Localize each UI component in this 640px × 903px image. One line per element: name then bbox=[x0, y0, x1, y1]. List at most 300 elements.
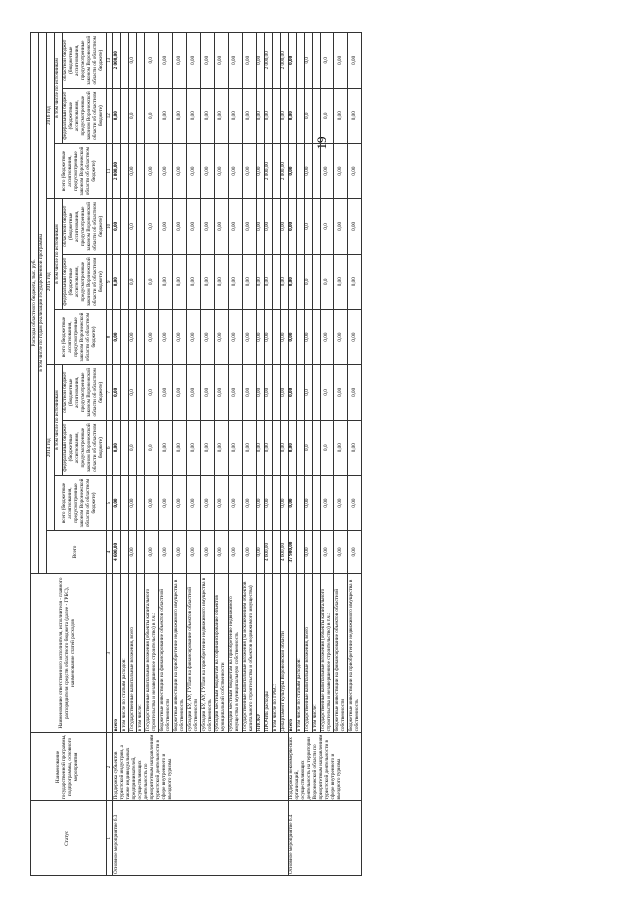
row-value-cell: 0,00 bbox=[288, 420, 296, 475]
row-value-cell: 0,0 bbox=[320, 88, 334, 143]
row-value-cell bbox=[121, 475, 129, 530]
row-value-cell bbox=[272, 309, 280, 364]
row-value-cell: 0,00 bbox=[214, 33, 228, 89]
row-value-cell bbox=[272, 254, 280, 309]
row-value-cell: 0,00 bbox=[187, 143, 201, 198]
row-value-cell bbox=[137, 420, 145, 475]
row-value-cell: 0,00 bbox=[228, 309, 242, 364]
row-value-cell: 0,00 bbox=[264, 309, 272, 364]
column-index-row bbox=[106, 33, 113, 876]
row-value-cell: 0,00 bbox=[173, 143, 187, 198]
row-value-cell: 0,00 bbox=[187, 33, 201, 89]
row-value-cell: 0,0 bbox=[129, 88, 137, 143]
row-value-cell: 0,00 bbox=[288, 199, 296, 254]
row-value-cell bbox=[137, 475, 145, 530]
row-value-cell: 0,0 bbox=[129, 254, 137, 309]
row-value-cell: 0,00 bbox=[145, 309, 159, 364]
row-value-cell: 0,00 bbox=[304, 309, 312, 364]
row-value-cell: 0,00 bbox=[145, 475, 159, 530]
row-value-cell: 0,00 bbox=[256, 309, 264, 364]
row-value-cell: 0,0 bbox=[145, 420, 159, 475]
row-value-cell: 0,00 bbox=[242, 33, 256, 89]
header-federal-2014: федеральный бюджет (бюджетные ассигнования, предусмотренные законом Воронежской области об областном бюджете) bbox=[62, 420, 106, 475]
header-incl-2015: в том числе по источникам bbox=[54, 199, 62, 310]
row-expense-label: Государственные капитальные вложения (объекты капитального строительства и незавершенное строительство) в т.ч.: bbox=[320, 573, 334, 733]
column-index: 6 bbox=[106, 420, 113, 475]
row-value-cell bbox=[137, 531, 145, 574]
row-value-cell: 0,00 bbox=[173, 365, 187, 420]
row-value-cell: 0,00 bbox=[320, 143, 334, 198]
row-expense-label: субсидии местным бюджетам на приобретение недвижимого имущества в муниципальную собственность bbox=[228, 573, 242, 733]
row-value-cell bbox=[272, 143, 280, 198]
row-expense-label: в том числе по статьям расходов: bbox=[121, 573, 129, 733]
row-value-cell: 0,00 bbox=[159, 420, 173, 475]
row-value-cell: 0,00 bbox=[334, 143, 348, 198]
row-value-cell: 0,00 bbox=[256, 531, 264, 574]
row-value-cell bbox=[312, 199, 320, 254]
row-value-cell bbox=[121, 199, 129, 254]
row-expense-label: в том числе по статьям расходов: bbox=[296, 573, 304, 733]
row-value-cell: 0,0 bbox=[145, 33, 159, 89]
row-value-cell: 0,00 bbox=[242, 254, 256, 309]
row-expense-label: НИОКР bbox=[256, 573, 264, 733]
row-expense-label: бюджетные инвестиции на финансирование объектов областной собственности bbox=[159, 573, 173, 733]
header-all-2015: всего (бюджетные ассигнования, предусмотренные законом Воронежской области об областном бюджете) bbox=[54, 309, 106, 364]
budget-table bbox=[30, 32, 362, 876]
row-value-cell: 0,00 bbox=[173, 420, 187, 475]
row-value-cell: 0,00 bbox=[320, 475, 334, 530]
row-value-cell: 0,0 bbox=[304, 365, 312, 420]
row-value-cell: 0,00 bbox=[334, 254, 348, 309]
row-value-cell: 0,00 bbox=[201, 33, 215, 89]
row-value-cell: 2 000,00 bbox=[280, 143, 288, 198]
row-value-cell: 0,00 bbox=[173, 199, 187, 254]
header-incl-2014: в том числе по источникам bbox=[54, 365, 62, 476]
row-value-cell: 0,00 bbox=[256, 475, 264, 530]
row-value-cell: 0,0 bbox=[320, 254, 334, 309]
row-value-cell: 0,0 bbox=[145, 365, 159, 420]
row-value-cell: 0,00 bbox=[129, 475, 137, 530]
row-value-cell bbox=[296, 199, 304, 254]
row-value-cell: 0,00 bbox=[242, 143, 256, 198]
column-index: 2 bbox=[106, 733, 113, 801]
row-value-cell: 0,00 bbox=[304, 143, 312, 198]
row-value-cell: 0,00 bbox=[280, 254, 288, 309]
row-expense-label: субсидии БУ, АУ, ГУПам на финансирование объектов областной собственности bbox=[187, 573, 201, 733]
column-index: 8 bbox=[106, 309, 113, 364]
row-value-cell: 0,00 bbox=[348, 420, 362, 475]
row-value-cell: 0,00 bbox=[113, 309, 121, 364]
row-value-cell bbox=[121, 309, 129, 364]
row-value-cell: 0,00 bbox=[264, 88, 272, 143]
column-index: 3 bbox=[106, 573, 113, 733]
row-value-cell: 0,00 bbox=[113, 199, 121, 254]
row-value-cell: 0,00 bbox=[288, 33, 296, 89]
row-value-cell bbox=[121, 365, 129, 420]
row-expense-label: бюджетные инвестиции на приобретение недвижимого имущества в собственность bbox=[348, 573, 362, 733]
row-value-cell bbox=[121, 88, 129, 143]
row-value-cell: 0,00 bbox=[129, 531, 137, 574]
header-regional-2014: областной бюджет (бюджетные ассигнования, предусмотренные законом Воронежской области об областном бюджете) bbox=[62, 365, 106, 420]
header-federal-2016: федеральный бюджет (бюджетные ассигнования, предусмотренные законом Воронежской области об областном бюджете) bbox=[62, 88, 106, 143]
row-value-cell: 0,00 bbox=[145, 143, 159, 198]
row-value-cell bbox=[272, 199, 280, 254]
row-value-cell: 0,00 bbox=[228, 199, 242, 254]
row-value-cell: 0,00 bbox=[228, 88, 242, 143]
row-value-cell bbox=[272, 33, 280, 89]
row-value-cell: 0,00 bbox=[159, 531, 173, 574]
column-index: 13 bbox=[106, 33, 113, 89]
row-value-cell: 0,00 bbox=[264, 199, 272, 254]
row-value-cell: 0,00 bbox=[214, 365, 228, 420]
row-expense-label: всего bbox=[113, 573, 121, 733]
row-value-cell: 0,00 bbox=[113, 365, 121, 420]
row-value-cell: 0,00 bbox=[159, 143, 173, 198]
row-value-cell: 0,0 bbox=[304, 420, 312, 475]
row-value-cell bbox=[272, 531, 280, 574]
row-value-cell: 0,00 bbox=[256, 143, 264, 198]
row-value-cell bbox=[312, 88, 320, 143]
row-value-cell: 0,00 bbox=[256, 88, 264, 143]
row-value-cell: 0,0 bbox=[320, 199, 334, 254]
row-value-cell: 0,00 bbox=[113, 475, 121, 530]
row-value-cell bbox=[137, 309, 145, 364]
row-value-cell: 0,00 bbox=[214, 88, 228, 143]
row-value-cell: 0,00 bbox=[187, 199, 201, 254]
row-value-cell: 0,00 bbox=[187, 254, 201, 309]
row-value-cell bbox=[137, 254, 145, 309]
row-value-cell: 0,00 bbox=[129, 143, 137, 198]
row-value-cell: 0,00 bbox=[348, 475, 362, 530]
row-value-cell: 0,00 bbox=[201, 254, 215, 309]
row-value-cell: 0,0 bbox=[145, 199, 159, 254]
row-value-cell bbox=[121, 531, 129, 574]
row-value-cell: 0,00 bbox=[228, 420, 242, 475]
header-federal-2015: федеральный бюджет (бюджетные ассигнования, предусмотренные законом Воронежской области об областном бюджете) bbox=[62, 254, 106, 309]
row-value-cell: 0,0 bbox=[320, 33, 334, 89]
row-value-cell: 0,00 bbox=[288, 475, 296, 530]
row-value-cell: 0,00 bbox=[113, 420, 121, 475]
row-value-cell: 0,00 bbox=[187, 309, 201, 364]
row-value-cell: 0,00 bbox=[201, 309, 215, 364]
column-index: 7 bbox=[106, 365, 113, 420]
row-value-cell bbox=[272, 365, 280, 420]
row-value-cell: 4 600,00 bbox=[264, 531, 272, 574]
row-value-cell: 0,00 bbox=[334, 531, 348, 574]
row-value-cell: 0,00 bbox=[348, 365, 362, 420]
row-value-cell: 0,00 bbox=[242, 475, 256, 530]
row-value-cell: 0,00 bbox=[187, 365, 201, 420]
row-value-cell: 0,00 bbox=[280, 475, 288, 530]
row-value-cell: 0,00 bbox=[173, 254, 187, 309]
row-value-cell: 0,00 bbox=[187, 420, 201, 475]
row-value-cell: 4 600,00 bbox=[280, 531, 288, 574]
row-value-cell: 0,00 bbox=[320, 309, 334, 364]
row-value-cell: 37 900,00 bbox=[288, 531, 296, 574]
row-value-cell: 0,00 bbox=[304, 531, 312, 574]
row-value-cell: 0,00 bbox=[256, 365, 264, 420]
row-value-cell: 0,00 bbox=[187, 475, 201, 530]
row-value-cell bbox=[121, 143, 129, 198]
header-year-2015: 2015 год bbox=[46, 199, 54, 365]
row-value-cell: 0,00 bbox=[201, 88, 215, 143]
header-year-2016: 2016 год bbox=[46, 33, 54, 199]
row-value-cell: 0,00 bbox=[256, 33, 264, 89]
row-value-cell: 0,00 bbox=[228, 531, 242, 574]
row-expense-label: в том числе: bbox=[137, 573, 145, 733]
row-value-cell: 0,00 bbox=[214, 254, 228, 309]
row-value-cell: 0,00 bbox=[242, 531, 256, 574]
row-expense-label: бюджетные инвестиции на приобретение недвижимого имущества в собственность bbox=[173, 573, 187, 733]
column-index: 10 bbox=[106, 199, 113, 254]
rotated-table-wrapper bbox=[30, 32, 626, 876]
table-body bbox=[113, 33, 362, 876]
row-value-cell: 0,00 bbox=[334, 420, 348, 475]
row-expense-label: Государственные капитальные вложения, всего bbox=[129, 573, 137, 733]
row-value-cell: 0,00 bbox=[334, 199, 348, 254]
row-value-cell bbox=[121, 254, 129, 309]
row-value-cell: 0,00 bbox=[242, 199, 256, 254]
row-value-cell: 0,00 bbox=[201, 531, 215, 574]
row-value-cell: 0,00 bbox=[173, 88, 187, 143]
row-value-cell: 0,00 bbox=[348, 254, 362, 309]
row-value-cell: 0,00 bbox=[334, 309, 348, 364]
row-value-cell: 2 000,00 bbox=[264, 143, 272, 198]
header-executor: Наименование ответственного исполнителя, исполнителя - главного распорядителя средств областного бюджета (далее - ГРБС), наименование статей расходов bbox=[31, 573, 107, 733]
row-expense-label: субсидии БУ, АУ, ГУПам на приобретение недвижимого имущества в собственность bbox=[201, 573, 215, 733]
column-index: 4 bbox=[106, 531, 113, 574]
page-number: 19 bbox=[314, 136, 329, 150]
row-value-cell: 0,00 bbox=[256, 254, 264, 309]
row-expense-label: всего bbox=[288, 573, 296, 733]
header-all-2014: всего (бюджетные ассигнования, предусмотренные законом Воронежской области об областном бюджете) bbox=[54, 475, 106, 530]
row-value-cell: 0,0 bbox=[129, 33, 137, 89]
row-value-cell bbox=[312, 309, 320, 364]
row-value-cell: 0,0 bbox=[129, 420, 137, 475]
row-expense-label: в том числе по ГРБС: bbox=[272, 573, 280, 733]
row-value-cell bbox=[121, 420, 129, 475]
row-value-cell: 0,00 bbox=[113, 254, 121, 309]
header-status: Статус bbox=[31, 801, 107, 876]
row-value-cell: 0,00 bbox=[214, 199, 228, 254]
row-value-cell: 0,00 bbox=[288, 309, 296, 364]
row-value-cell bbox=[296, 33, 304, 89]
row-value-cell: 0,00 bbox=[201, 365, 215, 420]
row-value-cell: 0,00 bbox=[214, 531, 228, 574]
row-value-cell: 0,00 bbox=[348, 143, 362, 198]
row-value-cell bbox=[272, 420, 280, 475]
row-value-cell: 0,00 bbox=[256, 199, 264, 254]
row-value-cell: 0,00 bbox=[228, 475, 242, 530]
row-value-cell: 0,00 bbox=[173, 531, 187, 574]
table-row bbox=[113, 33, 121, 876]
row-value-cell: 0,00 bbox=[159, 254, 173, 309]
row-value-cell: 0,00 bbox=[348, 33, 362, 89]
row-expense-label: Департамент культуры Воронежской области bbox=[280, 573, 288, 733]
row-value-cell: 0,00 bbox=[173, 475, 187, 530]
row-value-cell bbox=[296, 143, 304, 198]
row-value-cell: 0,00 bbox=[280, 420, 288, 475]
row-value-cell bbox=[312, 254, 320, 309]
row-value-cell: 0,00 bbox=[228, 365, 242, 420]
row-value-cell: 0,0 bbox=[145, 88, 159, 143]
row-value-cell: 0,00 bbox=[228, 254, 242, 309]
column-index: 1 bbox=[106, 801, 113, 876]
header-name: Наименование государственной программы, подпрограммы, основного мероприятия bbox=[31, 733, 107, 801]
row-value-cell: 0,00 bbox=[201, 143, 215, 198]
row-expense-label: Государственные капитальные вложения (за исключением объектов капитального строительства и объектов недвижимого имущества) bbox=[242, 573, 256, 733]
row-value-cell: 0,00 bbox=[348, 88, 362, 143]
row-value-cell: 0,00 bbox=[348, 199, 362, 254]
row-value-cell: 2 000,00 bbox=[113, 143, 121, 198]
row-value-cell bbox=[296, 88, 304, 143]
row-value-cell: 0,00 bbox=[159, 309, 173, 364]
header-expenses: Расходы областного бюджета, тыс. руб. bbox=[31, 33, 39, 574]
row-value-cell: 0,00 bbox=[288, 365, 296, 420]
row-status: Основное мероприятие 6.4 bbox=[288, 801, 362, 876]
row-value-cell: 0,00 bbox=[288, 254, 296, 309]
row-value-cell: 0,00 bbox=[242, 88, 256, 143]
header-incl-2016: в том числе по источникам bbox=[54, 33, 62, 144]
row-value-cell: 0,00 bbox=[264, 475, 272, 530]
row-value-cell: 0,00 bbox=[159, 88, 173, 143]
row-value-cell: 0,00 bbox=[334, 33, 348, 89]
row-value-cell bbox=[312, 365, 320, 420]
row-value-cell: 0,00 bbox=[159, 365, 173, 420]
row-value-cell bbox=[312, 531, 320, 574]
row-value-cell bbox=[296, 254, 304, 309]
row-value-cell bbox=[272, 475, 280, 530]
row-expense-label: в том числе: bbox=[312, 573, 320, 733]
header-expenses-sub: в том числе по годам реализации государственной программы bbox=[38, 33, 46, 574]
row-value-cell bbox=[137, 365, 145, 420]
column-index: 11 bbox=[106, 143, 113, 198]
row-value-cell: 0,00 bbox=[129, 309, 137, 364]
column-index: 5 bbox=[106, 475, 113, 530]
row-expense-label: Государственные капитальные вложения (объекты капитального строительства и незавершенное строительство) в т.ч.: bbox=[145, 573, 159, 733]
row-value-cell bbox=[312, 33, 320, 89]
row-value-cell: 0,00 bbox=[280, 309, 288, 364]
page-body bbox=[30, 32, 626, 876]
row-value-cell: 0,00 bbox=[304, 475, 312, 530]
row-value-cell: 0,00 bbox=[334, 475, 348, 530]
row-value-cell: 0,00 bbox=[264, 365, 272, 420]
row-value-cell: 0,00 bbox=[214, 143, 228, 198]
table-header bbox=[31, 33, 113, 876]
row-value-cell: 0,00 bbox=[201, 420, 215, 475]
row-program-name: Поддержка субъектов туристской индустрии, а также индивидуальных предпринимателей, осуществляющих деятельность по приоритетным направлениям туристской деятельности в сфере внутреннего и въездного туризма bbox=[113, 733, 288, 801]
row-expense-label: бюджетные инвестиции на финансирование объектов областной собственности bbox=[334, 573, 348, 733]
row-value-cell: 0,0 bbox=[304, 33, 312, 89]
row-value-cell bbox=[296, 420, 304, 475]
row-value-cell: 0,00 bbox=[214, 420, 228, 475]
row-value-cell: 0,00 bbox=[280, 88, 288, 143]
row-value-cell bbox=[312, 475, 320, 530]
row-value-cell: 0,00 bbox=[159, 33, 173, 89]
row-value-cell: 0,00 bbox=[159, 199, 173, 254]
row-value-cell: 0,00 bbox=[256, 420, 264, 475]
row-value-cell: 4 600,00 bbox=[113, 531, 121, 574]
row-value-cell bbox=[296, 309, 304, 364]
row-value-cell: 0,0 bbox=[129, 365, 137, 420]
column-index: 9 bbox=[106, 254, 113, 309]
header-regional-2016: областной бюджет (бюджетные ассигнования, предусмотренные законом Воронежской области об областном бюджете) bbox=[62, 33, 106, 89]
row-value-cell: 2 000,00 bbox=[264, 33, 272, 89]
row-value-cell: 0,0 bbox=[129, 199, 137, 254]
header-year-2014: 2014 год bbox=[46, 365, 54, 531]
row-value-cell bbox=[296, 365, 304, 420]
row-value-cell: 0,00 bbox=[288, 143, 296, 198]
table-row bbox=[288, 33, 296, 876]
row-value-cell: 0,0 bbox=[320, 365, 334, 420]
row-value-cell bbox=[137, 88, 145, 143]
row-value-cell bbox=[312, 420, 320, 475]
row-value-cell: 0,00 bbox=[348, 309, 362, 364]
row-value-cell bbox=[137, 199, 145, 254]
row-expense-label: субсидии местным бюджетам на софинансирование объектов муниципальной собственности bbox=[214, 573, 228, 733]
row-value-cell: 0,00 bbox=[242, 365, 256, 420]
row-value-cell: 0,00 bbox=[145, 531, 159, 574]
row-value-cell: 0,00 bbox=[264, 420, 272, 475]
row-value-cell bbox=[121, 33, 129, 89]
column-index: 12 bbox=[106, 88, 113, 143]
header-all-2016: всего (бюджетные ассигнования, предусмотренные законом Воронежской области об областном бюджете) bbox=[54, 143, 106, 198]
row-value-cell: 0,0 bbox=[304, 88, 312, 143]
header-regional-2015: областной бюджет (бюджетные ассигнования, предусмотренные законом Воронежской области об областном бюджете) bbox=[62, 199, 106, 254]
row-value-cell: 0,00 bbox=[288, 88, 296, 143]
row-value-cell bbox=[272, 88, 280, 143]
row-value-cell: 0,00 bbox=[187, 88, 201, 143]
row-status: Основное мероприятие 6.3 bbox=[113, 801, 288, 876]
row-value-cell: 0,00 bbox=[228, 143, 242, 198]
row-value-cell: 0,00 bbox=[173, 33, 187, 89]
row-value-cell: 0,00 bbox=[320, 531, 334, 574]
row-value-cell bbox=[137, 33, 145, 89]
row-expense-label: ПРОЧИЕ расходы bbox=[264, 573, 272, 733]
row-value-cell bbox=[137, 143, 145, 198]
row-value-cell: 0,00 bbox=[280, 199, 288, 254]
row-value-cell: 0,00 bbox=[187, 531, 201, 574]
row-value-cell bbox=[312, 143, 320, 198]
row-value-cell: 2 000,00 bbox=[113, 33, 121, 89]
row-value-cell: 0,00 bbox=[159, 475, 173, 530]
row-expense-label: Государственные капитальные вложения, всего bbox=[304, 573, 312, 733]
row-value-cell: 0,00 bbox=[113, 88, 121, 143]
row-value-cell: 0,00 bbox=[334, 88, 348, 143]
row-value-cell: 0,0 bbox=[304, 254, 312, 309]
row-value-cell: 0,0 bbox=[320, 420, 334, 475]
row-value-cell: 0,00 bbox=[280, 365, 288, 420]
row-value-cell: 0,00 bbox=[201, 199, 215, 254]
row-value-cell: 0,0 bbox=[145, 254, 159, 309]
row-program-name: Поддержка некоммерческих организаций, осуществляющих деятельность на территории Воронежской области по приоритетным направлениям туристской деятельности в сфере внутреннего и въездного туризма bbox=[288, 733, 362, 801]
row-value-cell: 0,00 bbox=[214, 475, 228, 530]
header-total: Всего bbox=[46, 531, 106, 574]
row-value-cell: 0,00 bbox=[348, 531, 362, 574]
row-value-cell: 0,00 bbox=[334, 365, 348, 420]
row-value-cell: 0,00 bbox=[242, 309, 256, 364]
row-value-cell: 0,00 bbox=[214, 309, 228, 364]
row-value-cell: 2 000,00 bbox=[280, 33, 288, 89]
row-value-cell: 0,00 bbox=[242, 420, 256, 475]
row-value-cell: 0,00 bbox=[228, 33, 242, 89]
row-value-cell bbox=[296, 531, 304, 574]
row-value-cell: 0,0 bbox=[304, 199, 312, 254]
row-value-cell: 0,00 bbox=[264, 254, 272, 309]
row-value-cell: 0,00 bbox=[173, 309, 187, 364]
row-value-cell: 0,00 bbox=[201, 475, 215, 530]
row-value-cell bbox=[296, 475, 304, 530]
